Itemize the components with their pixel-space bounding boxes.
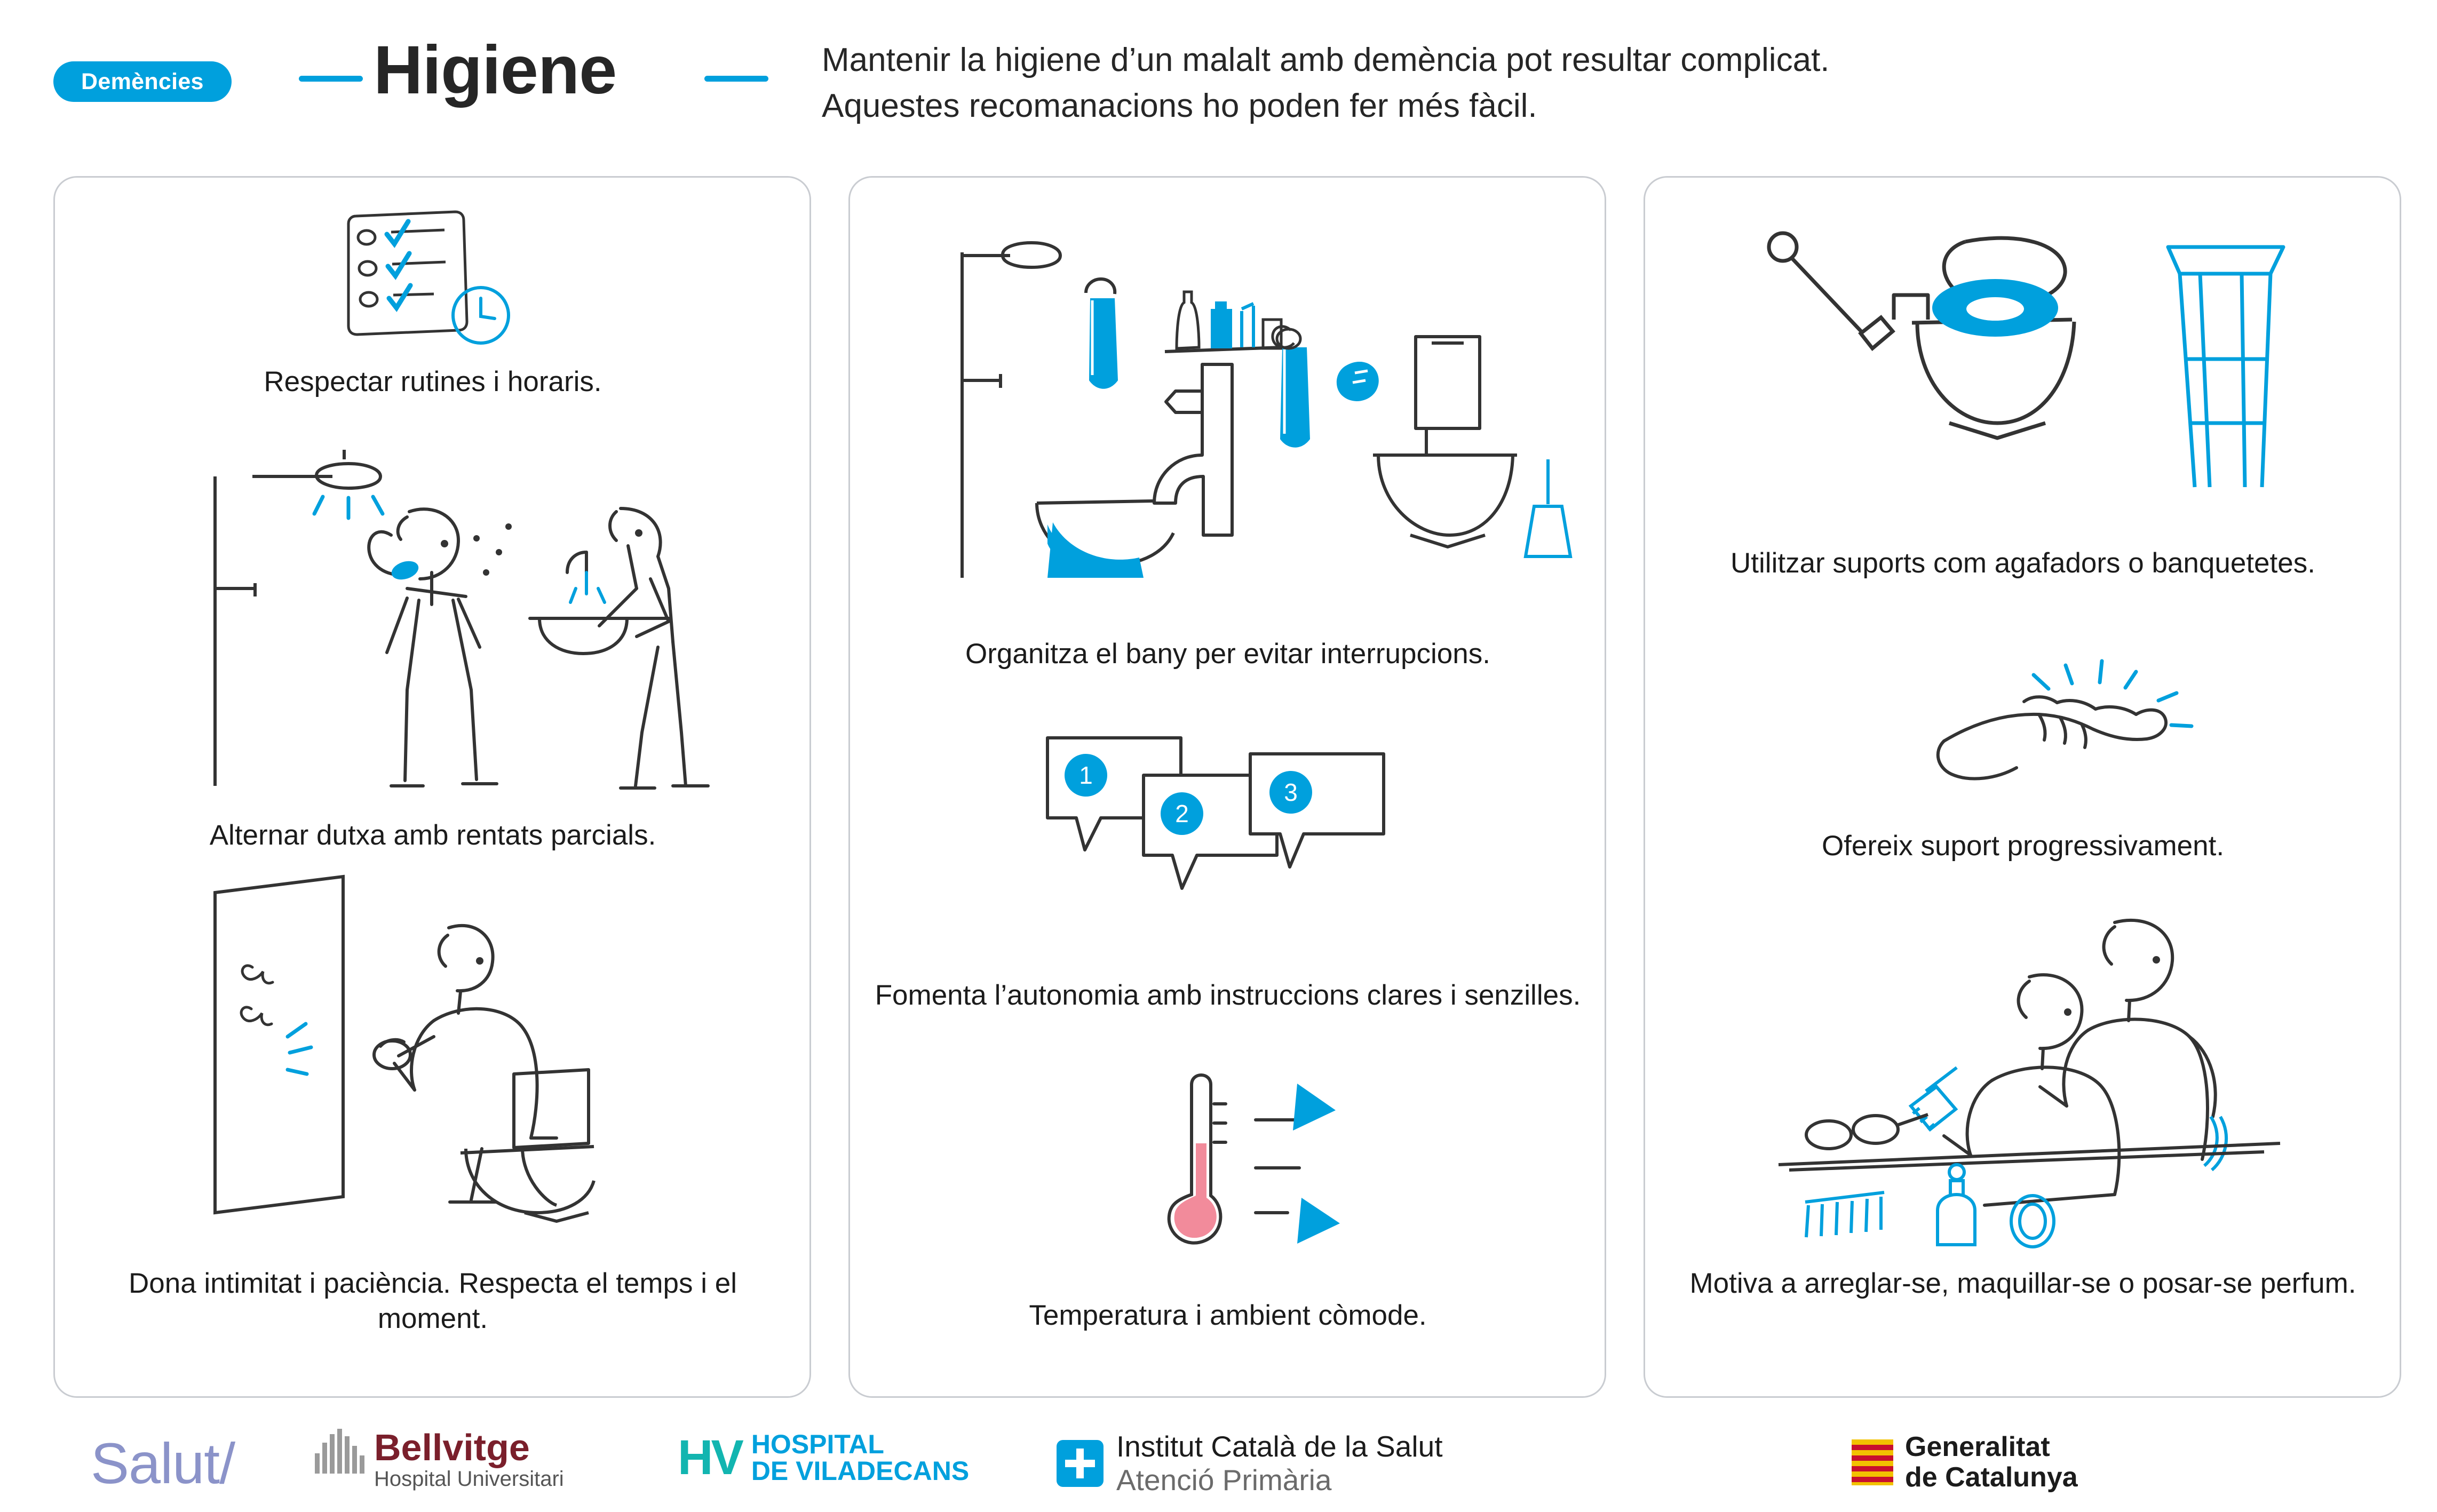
title-dash-left-icon [299,76,363,82]
intro-line-1: Mantenir la higiene d’un malalt amb demència pot resultar complicat. [822,42,1830,78]
intro-line-2: Aquestes recomanacions ho poden fer més fàcil. [822,87,1537,124]
bellvitge-logo-line2: Hospital Universitari [374,1467,564,1491]
bellvitge-logo [315,1429,564,1492]
checklist-clock-icon [311,204,535,367]
hv-monogram: HV [678,1430,742,1485]
caption-organize: Organitza el bany per evitar interrupcions. [965,638,1490,670]
helping-hands-icon [1912,620,2211,815]
hospital-viladecans-logo [678,1431,969,1484]
caption-autonomy: Fomenta l’autonomia amb instruccions clares i senzilles. [875,980,1581,1011]
hv-logo-line2: DE VILADECANS [751,1456,970,1486]
thermometer-comfort-icon [1112,1053,1410,1301]
panel-bathroom [848,176,1606,1398]
ics-logo-line2: Atenció Primària [1116,1463,1332,1497]
grooming-makeup-perfume-icon [1741,893,2317,1269]
header [0,0,2437,160]
speech-bubbles-steps-icon [1026,717,1496,943]
door-knock-toilet-privacy-icon [183,861,717,1226]
svg-text:2: 2 [1175,800,1189,827]
title-dash-right-icon [704,76,768,82]
grab-bar-stool-toilet-icon [1698,210,2339,543]
panel-support [1644,176,2401,1398]
caption-supports: Utilitzar suports com agafadors o banquetetes. [1730,547,2315,579]
svg-text:1: 1 [1079,761,1093,789]
hv-logo-line1: HOSPITAL [751,1429,884,1459]
caption-privacy: Dona intimitat i paciència. Respecta el temps i el moment. [128,1268,737,1335]
generalitat-logo-line1: Generalitat [1905,1431,2050,1462]
salut-logo-text: Salut [91,1431,220,1495]
bathroom-organized-icon [877,204,1581,634]
topic-badge [53,61,232,102]
footer-logos [0,1414,2437,1512]
topic-badge-label: Demències [81,68,204,94]
caption-grooming: Motiva a arreglar-se, maquillar-se o posar-se perfum. [1689,1268,2356,1299]
caption-progressive-support: Ofereix suport progressivament. [1821,830,2225,862]
generalitat-logo [1852,1432,2078,1493]
caption-shower: Alternar dutxa amb rentats parcials. [209,819,656,851]
catalan-flag-icon [1852,1439,1893,1485]
institut-catala-salut-logo [1057,1430,1442,1498]
shower-sink-washing-icon [156,412,733,821]
bellvitge-bars-icon [315,1429,364,1474]
page-title: Higiene [374,32,617,108]
generalitat-logo-line2: de Catalunya [1905,1462,2078,1493]
salut-logo-slash: / [219,1431,235,1495]
bellvitge-logo-line1: Bellvitge [374,1427,530,1468]
panel-routines [53,176,811,1398]
caption-temperature: Temperatura i ambient còmode. [1029,1300,1427,1331]
medical-cross-icon [1057,1440,1104,1487]
svg-text:3: 3 [1284,778,1298,806]
salut-logo [91,1430,235,1497]
intro-text [822,37,2263,129]
ics-logo-line1: Institut Català de la Salut [1116,1430,1443,1463]
caption-routines: Respectar rutines i horaris. [264,366,602,397]
